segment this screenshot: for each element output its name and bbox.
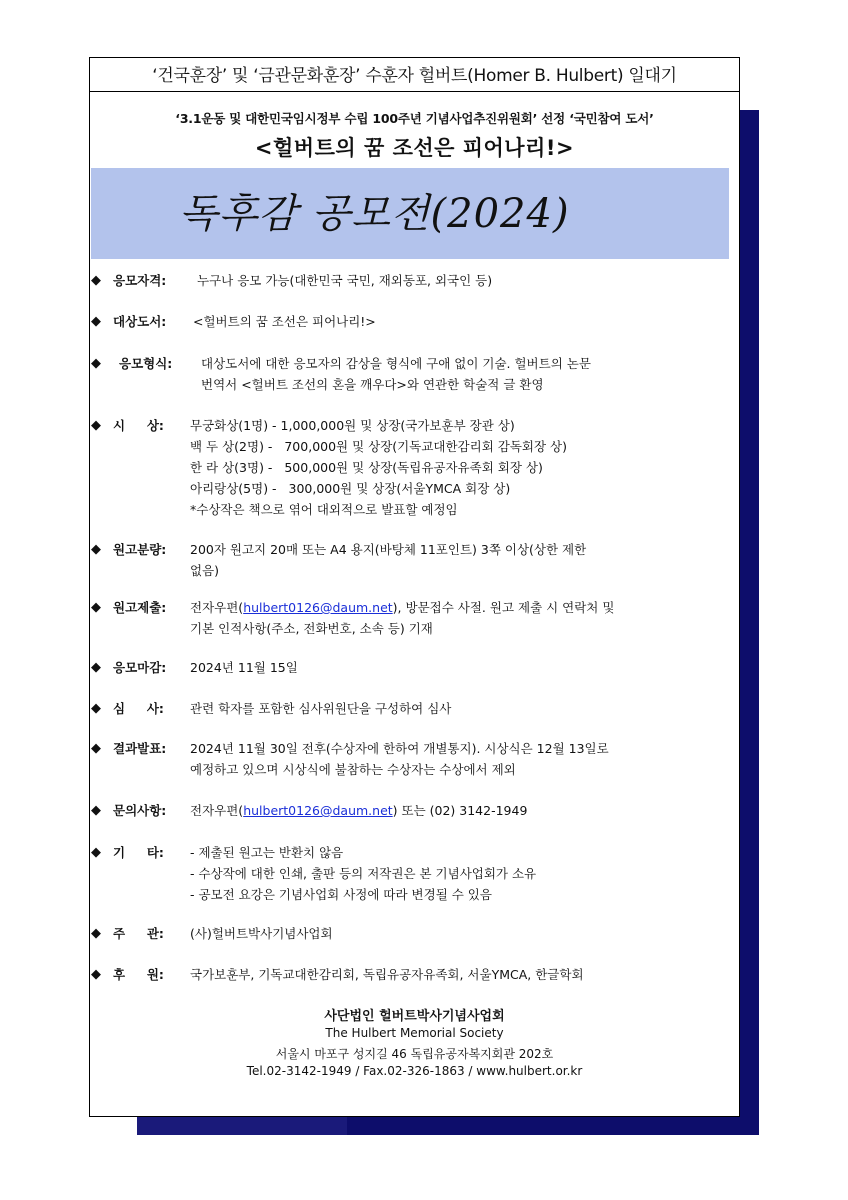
section-label: 대상도서: [113, 314, 167, 329]
section-text: <헐버트의 꿈 조선은 피어나리!> [193, 314, 376, 329]
diamond-bullet-icon: ◆ [91, 273, 101, 288]
section-text-line-1: 200자 원고지 20매 또는 A4 용지(바탕체 11포인트) 3쪽 이상(상한 제한 [190, 542, 587, 557]
section-text: 누구나 응모 가능(대한민국 국민, 재외동포, 외국인 등) [197, 273, 493, 288]
footer-org-name: 사단법인 헐버트박사기념사업회 [324, 1009, 505, 1024]
page-shadow-bottom-accent [137, 1117, 347, 1135]
header-divider [90, 91, 739, 92]
footer-address: 서울시 마포구 성지길 46 독립유공자복지회관 202호 [275, 1047, 554, 1061]
section-label: 시 상: [113, 418, 164, 433]
diamond-bullet-icon: ◆ [91, 701, 101, 716]
contest-banner [91, 168, 729, 259]
inquiry-email-link[interactable]: hulbert0126@daum.net [243, 803, 393, 818]
section-label: 심 사: [113, 701, 164, 716]
submission-suffix: ), 방문접수 사절. 원고 제출 시 연락처 및 [392, 600, 615, 615]
inquiry-prefix: 전자우편( [190, 803, 244, 818]
section-label: 문의사항: [113, 803, 167, 818]
submission-prefix: 전자우편( [190, 600, 244, 615]
award-line-2: 백 두 상(2명) - 700,000원 및 상장(기독교대한감리회 감독회장 상) [190, 439, 567, 454]
section-label: 기 타: [113, 845, 164, 860]
inquiry-text [190, 800, 527, 821]
section-label: 주 관: [113, 926, 164, 941]
section-label: 응모자격: [113, 273, 167, 288]
submission-email-link[interactable]: hulbert0126@daum.net [243, 600, 393, 615]
page-shadow-right [740, 110, 759, 1135]
award-line-1: 무궁화상(1명) - 1,000,000원 및 상장(국가보훈부 장관 상) [190, 418, 515, 433]
contest-title: 독후감 공모전(2024) [179, 191, 570, 237]
section-text: 관련 학자를 포함한 심사위원단을 구성하여 심사 [190, 701, 452, 716]
section-text-line-2: 번역서 <헐버트 조선의 혼을 깨우다>와 연관한 학술적 글 환영 [201, 377, 544, 392]
diamond-bullet-icon: ◆ [91, 356, 101, 371]
section-text: (사)헐버트박사기념사업회 [190, 926, 333, 941]
section-label: 응모마감: [113, 660, 167, 675]
book-title: <헐버트의 꿈 조선은 피어나리!> [254, 136, 575, 160]
diamond-bullet-icon: ◆ [91, 314, 101, 329]
award-line-3: 한 라 상(3명) - 500,000원 및 상장(독립유공자유족회 회장 상) [190, 460, 543, 475]
selection-subtitle: ‘3.1운동 및 대한민국임시정부 수립 100주년 기념사업추진위원회’ 선정 ‘국민참여 도서’ [175, 111, 654, 126]
diamond-bullet-icon: ◆ [91, 803, 101, 818]
poster-page [89, 57, 740, 1117]
section-text: 2024년 11월 15일 [190, 660, 298, 675]
etc-line-3: - 공모전 요강은 기념사업회 사정에 따라 변경될 수 있음 [190, 887, 492, 902]
diamond-bullet-icon: ◆ [91, 967, 101, 982]
section-text-line-1: 대상도서에 대한 응모자의 감상을 형식에 구애 없이 기술. 헐버트의 논문 [201, 356, 591, 371]
section-text-line-2: 없음) [190, 563, 220, 578]
award-headline: ‘건국훈장’ 및 ‘금관문화훈장’ 수훈자 헐버트(Homer B. Hulbert) 일대기 [152, 66, 677, 86]
section-text: 국가보훈부, 기독교대한감리회, 독립유공자유족회, 서울YMCA, 한글학회 [190, 967, 584, 982]
award-line-4: 아리랑상(5명) - 300,000원 및 상장(서울YMCA 회장 상) [190, 481, 511, 496]
footer-contact: Tel.02-3142-1949 / Fax.02-326-1863 / www.hulbert.or.kr [246, 1064, 583, 1078]
section-label: 후 원: [113, 967, 164, 982]
diamond-bullet-icon: ◆ [91, 845, 101, 860]
etc-line-1: - 제출된 원고는 반환치 않음 [190, 845, 344, 860]
diamond-bullet-icon: ◆ [91, 542, 101, 557]
footer-org-name-en: The Hulbert Memorial Society [325, 1026, 504, 1040]
diamond-bullet-icon: ◆ [91, 418, 101, 433]
section-text-line-2: 예정하고 있으며 시상식에 불참하는 수상자는 수상에서 제외 [190, 762, 516, 777]
inquiry-suffix: ) 또는 (02) 3142-1949 [392, 803, 528, 818]
section-text-line-1: 2024년 11월 30일 전후(수상자에 한하여 개별통지). 시상식은 12월 13일로 [190, 741, 609, 756]
submission-text-line-2: 기본 인적사항(주소, 전화번호, 소속 등) 기재 [190, 621, 433, 636]
section-label: 결과발표: [113, 741, 167, 756]
diamond-bullet-icon: ◆ [91, 660, 101, 675]
section-label: 응모형식: [119, 356, 173, 371]
diamond-bullet-icon: ◆ [91, 926, 101, 941]
section-label: 원고제출: [113, 600, 167, 615]
etc-line-2: - 수상작에 대한 인쇄, 출판 등의 저작권은 본 기념사업회가 소유 [190, 866, 537, 881]
award-note: *수상작은 책으로 엮어 대외적으로 발표할 예정임 [190, 502, 458, 517]
submission-text-line-1 [190, 597, 614, 618]
diamond-bullet-icon: ◆ [91, 600, 101, 615]
section-label: 원고분량: [113, 542, 167, 557]
diamond-bullet-icon: ◆ [91, 741, 101, 756]
